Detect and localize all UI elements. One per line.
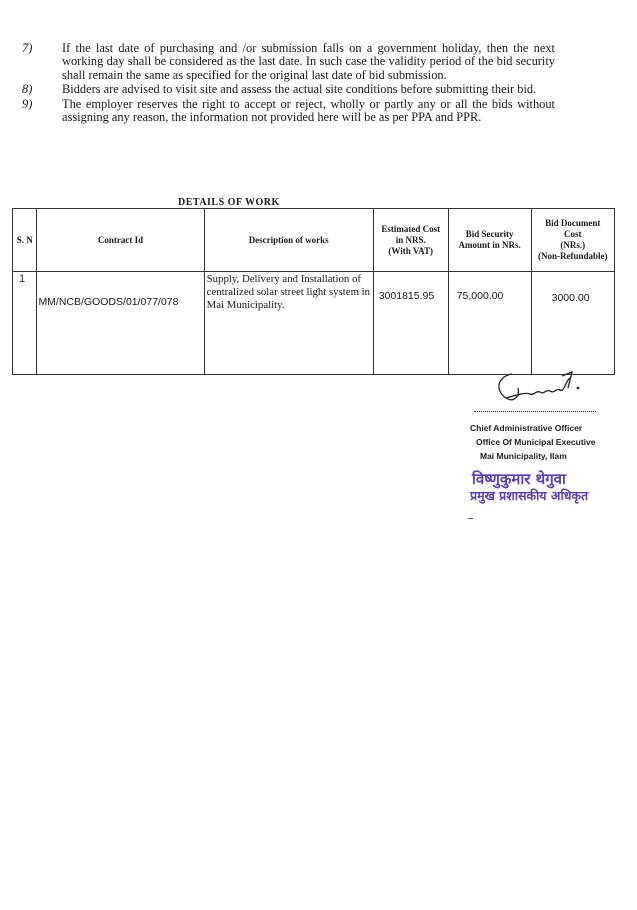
cell-contract-id: MM/NCB/GOODS/01/077/078 xyxy=(37,272,204,375)
signatory-office: Office Of Municipal Executive xyxy=(476,437,596,447)
clause-number: 7) xyxy=(22,41,33,55)
signatory-location: Mai Municipality, Ilam xyxy=(480,451,567,461)
header-estimated-cost: Estimated Cost in NRS. (With VAT) xyxy=(373,209,448,272)
cell-description: Supply, Delivery and Installation of centralized solar street light system in Mai Municipality. xyxy=(204,272,373,375)
cell-bid-security: 75,000.00 xyxy=(448,272,531,375)
clause-text: Bidders are advised to visit site and assess the actual site conditions before submitting their bid. xyxy=(62,82,537,97)
clause-number: 9) xyxy=(22,96,33,111)
clause-9 xyxy=(20,98,555,125)
details-of-work-heading: DETAILS OF WORK xyxy=(178,197,280,208)
header-description: Description of works xyxy=(204,209,373,272)
clause-text: The employer reserves the right to accept or reject, wholly or partly any or all the bids without assigning any reason, the information not provided here will be as per PPA and PPR. xyxy=(62,96,555,125)
signatory-title: Chief Administrative Officer xyxy=(470,423,583,433)
header-bid-document-cost: Bid Document Cost (NRs.) (Non-Refundable) xyxy=(531,209,614,272)
clause-number: 8) xyxy=(22,82,33,97)
table-row xyxy=(13,272,615,375)
official-stamp xyxy=(470,470,620,504)
handwritten-signature xyxy=(484,368,594,414)
header-sn: S. N xyxy=(13,209,37,272)
header-contract-id: Contract Id xyxy=(37,209,204,272)
header-bid-security: Bid Security Amount in NRs. xyxy=(448,209,531,272)
clause-7 xyxy=(20,42,555,82)
signature-line xyxy=(474,411,596,412)
cell-bid-document-cost: 3000.00 xyxy=(531,272,614,375)
table-header-row xyxy=(13,209,615,272)
cell-estimated-cost: 3001815.95 xyxy=(373,272,448,375)
clause-list xyxy=(20,42,555,125)
cell-sn: 1 xyxy=(13,272,37,375)
stamp-name: विष्णुकुमार थेगुवा xyxy=(472,470,566,488)
clause-8 xyxy=(20,83,555,96)
signatory-block xyxy=(470,421,610,463)
stamp-title: प्रमुख प्रशासकीय अधिकृत xyxy=(470,488,589,503)
clause-text: If the last date of purchasing and /or submission falls on a government holiday, then the next working day shall be considered as the last date. In such case the validity period of the bid security shall remain the same as specified for the original last date of bid submission. xyxy=(62,41,555,82)
details-of-work-table xyxy=(12,208,615,375)
stamp-mark xyxy=(468,518,473,519)
